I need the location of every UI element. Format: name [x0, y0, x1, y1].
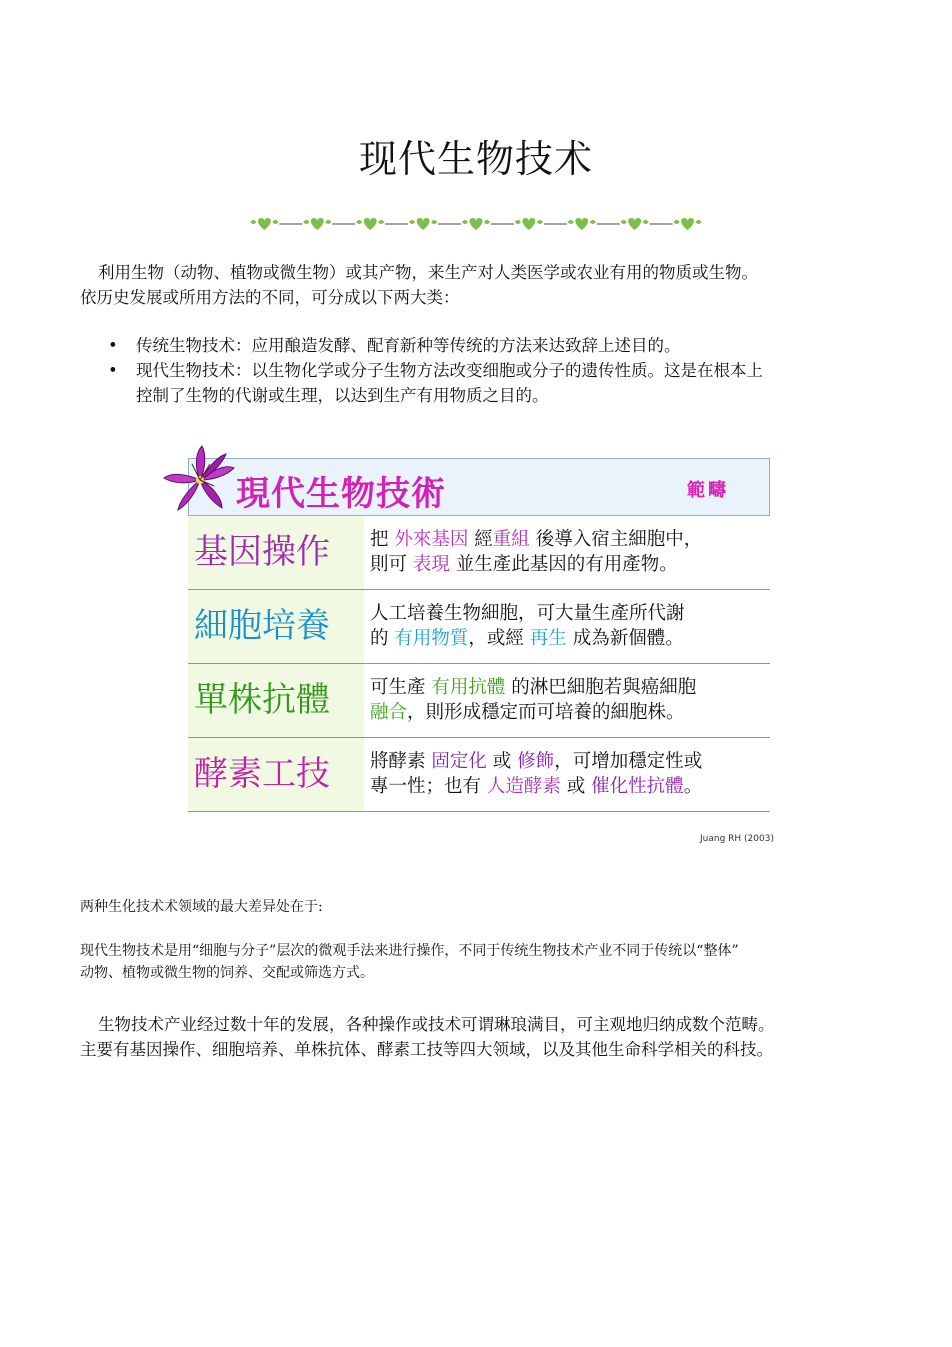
list-item-text-line-2: 控制了生物的代谢或生理，以达到生产有用物质之目的。: [136, 386, 549, 405]
row-description: [370, 749, 770, 799]
heart-icon: [568, 218, 620, 230]
heart-icon: [621, 218, 673, 230]
paragraph-difference-intro: 两种生化技术术领域的最大差异处在于:: [80, 899, 323, 915]
table-row: [188, 664, 770, 738]
paragraph-summary: [80, 1012, 880, 1062]
row-desc-line-1: 人工培養生物細胞，可大量生產所代謝: [370, 603, 685, 624]
category-list: [80, 333, 880, 408]
figure-title: 現代生物技術: [236, 474, 446, 514]
heart-icon: [250, 218, 302, 230]
row-description: [370, 527, 770, 577]
paragraph-line-1: 生物技术产业经过数十年的发展，各种操作或技术可谓琳琅满目，可主观地归纳成数个范畴。: [98, 1015, 775, 1034]
row-term: 細胞培養: [188, 590, 364, 663]
heart-icon: [303, 218, 355, 230]
heart-icon: [462, 218, 514, 230]
bullet-icon: •: [108, 336, 118, 355]
row-description: [370, 675, 770, 725]
biotech-categories-figure: [160, 444, 790, 852]
figure-subtitle: 範疇: [687, 480, 729, 501]
row-term: 基因操作: [188, 516, 364, 589]
page-title: 现代生物技术: [358, 137, 593, 181]
row-desc-line-2: 專一性；也有 人造酵素 或 催化性抗體。: [370, 776, 703, 797]
list-item: [80, 333, 880, 358]
lily-flower-icon: [160, 444, 240, 514]
intro-line-2: 依历史发展或所用方法的不同，可分成以下两大类：: [80, 288, 460, 307]
row-desc-line-2: 的 有用物質，或經 再生 成為新個體。: [370, 628, 684, 649]
row-desc-line-1: 把 外來基因 經重組 後導入宿主細胞中，: [370, 529, 703, 550]
row-description: [370, 601, 770, 651]
row-term: 單株抗體: [188, 664, 364, 737]
paragraph-line-1: 现代生物技术是用“细胞与分子”层次的微观手法来进行操作，不同于传统生物技术产业不同于传统以“整体”: [80, 943, 739, 959]
intro-line-1: 利用生物（动物、植物或微生物）或其产物，来生产对人类医学或农业有用的物质或生物。: [98, 263, 758, 282]
figure-credit: Juang RH (2003): [700, 834, 774, 844]
row-desc-line-2: 融合，則形成穩定而可培養的細胞株。: [370, 702, 685, 723]
row-desc-line-2: 則可 表現 並生產此基因的有用產物。: [370, 554, 678, 575]
row-desc-line-1: 將酵素 固定化 或 修飾，可增加穩定性或: [370, 751, 703, 772]
list-item-text-line-1: 现代生物技术：以生物化学或分子生物方法改变细胞或分子的遗传性质。这是在根本上: [136, 361, 763, 380]
paragraph-difference: [80, 940, 880, 984]
heart-icon: [409, 218, 461, 230]
intro-paragraph: [80, 260, 880, 310]
table-row: [188, 590, 770, 664]
row-desc-line-1: 可生產 有用抗體 的淋巴細胞若與癌細胞: [370, 677, 697, 698]
heart-icon: [356, 218, 408, 230]
row-term: 酵素工技: [188, 738, 364, 811]
paragraph-line-2: 动物、植物或微生物的饲养、交配或筛选方式。: [80, 965, 374, 981]
heart-icon: [515, 218, 567, 230]
figure-rows: [188, 516, 770, 812]
bullet-icon: •: [108, 361, 118, 380]
paragraph-line-2: 主要有基因操作、细胞培养、单株抗体、酵素工技等四大领域，以及其他生命科学相关的科技。: [80, 1040, 773, 1059]
heart-icon: [674, 218, 702, 230]
table-row: [188, 738, 770, 812]
table-row: [188, 516, 770, 590]
list-item: [80, 358, 880, 408]
heart-divider-ornament: [238, 214, 714, 236]
list-item-text: 传统生物技术：应用酿造发酵、配育新种等传统的方法来达致辞上述目的。: [136, 336, 681, 355]
